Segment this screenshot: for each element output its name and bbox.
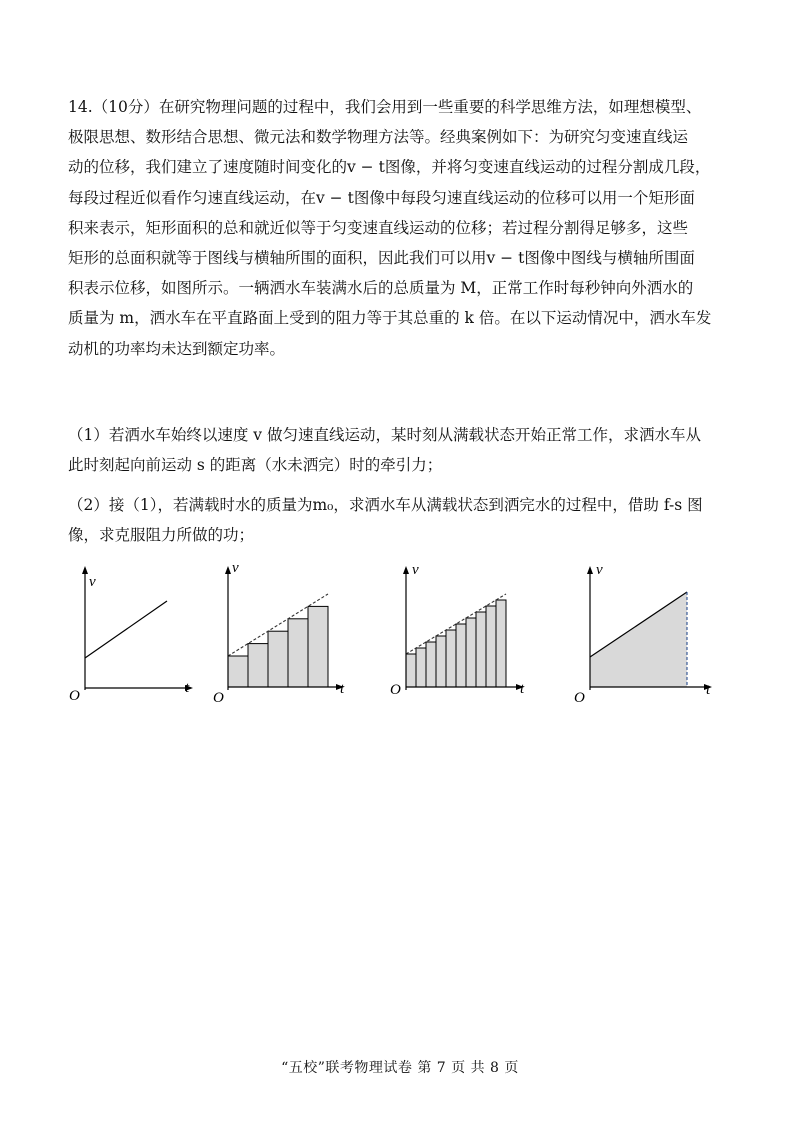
area-rectangle <box>426 642 436 687</box>
area-rectangle <box>486 606 496 687</box>
area-rectangle <box>308 606 328 687</box>
area-rectangle <box>456 624 466 687</box>
y-axis-arrow <box>587 566 593 574</box>
y-axis-label: v <box>89 574 96 590</box>
y-axis-label: v <box>232 560 239 576</box>
y-axis-arrow <box>225 566 231 574</box>
origin-label: O <box>574 690 585 705</box>
origin-label: O <box>213 690 224 705</box>
y-axis-label: v <box>412 562 419 578</box>
vt-graph-coarse-rectangles <box>210 560 355 705</box>
vt-graph-fine-rectangles <box>388 560 533 705</box>
area-rectangle <box>406 654 416 687</box>
area-rectangle <box>288 619 308 687</box>
area-rectangle <box>466 618 476 687</box>
x-axis-label: t <box>520 681 525 697</box>
question-main-text: 14.（10分）在研究物理问题的过程中，我们会用到一些重要的科学思维方法，如理想模型、 极限思想、数形结合思想、微元法和数学物理方法等。经典案例如下：为研究匀变速直线运 动的位移，我们建立了速度随时间变化的v − t图像，并将匀变速直线运动的过程分割成几段， 每段过程近似看作匀速直线运动，在v − t图像中每段匀速直线运动的位移可以用一个矩形面 积来表示，矩形面积的总和就近似等于匀变速直线运动的位移；若过程分割得足够多，这些 矩形的总面积就等于图线与横轴所围的面积，因此我们可以用v − t图像中图线与横轴所围面 积表示位移，如图所示。一辆洒水车装满水后的总质量为 M，正常工作时每秒钟向外洒水的 质量为 m，洒水车在平直路面上受到的阻力等于其总重的 k 倍。在以下运动情况中，洒水车发 动机的功率均未达到额定功率。 <box>68 98 712 358</box>
x-axis-label: t <box>706 682 711 698</box>
origin-label: O <box>69 688 80 704</box>
origin-label: O <box>390 682 401 698</box>
y-axis-label: v <box>596 562 603 578</box>
sub-question-1: （1）若洒水车始终以速度 v 做匀速直线运动，某时刻从满载状态开始正常工作，求洒水车从 此时刻起向前运动 s 的距离（水未洒完）时的牵引力； <box>68 426 701 475</box>
page-footer: “五校”联考物理试卷 第 7 页 共 8 页 <box>281 1060 519 1076</box>
area-rectangle <box>228 656 248 687</box>
area-rectangle <box>248 644 268 687</box>
area-rectangle <box>476 612 486 687</box>
area-rectangle <box>436 636 446 687</box>
area-rectangle <box>446 630 456 687</box>
area-rectangle <box>496 600 506 687</box>
velocity-line <box>85 601 167 658</box>
shaded-area <box>590 592 687 687</box>
x-axis-label: t <box>185 680 190 696</box>
sub-question-2: （2）接（1），若满载时水的质量为m₀，求洒水车从满载状态到洒完水的过程中，借助 f-s 图 像，求克服阻力所做的功； <box>68 496 703 545</box>
x-axis-label: t <box>340 681 345 697</box>
y-axis-arrow <box>403 566 409 574</box>
area-rectangle <box>416 648 426 687</box>
vt-graph-shaded-area <box>570 560 720 705</box>
vt-graph-line <box>65 560 205 705</box>
area-rectangle <box>268 631 288 687</box>
y-axis-arrow <box>82 566 88 574</box>
